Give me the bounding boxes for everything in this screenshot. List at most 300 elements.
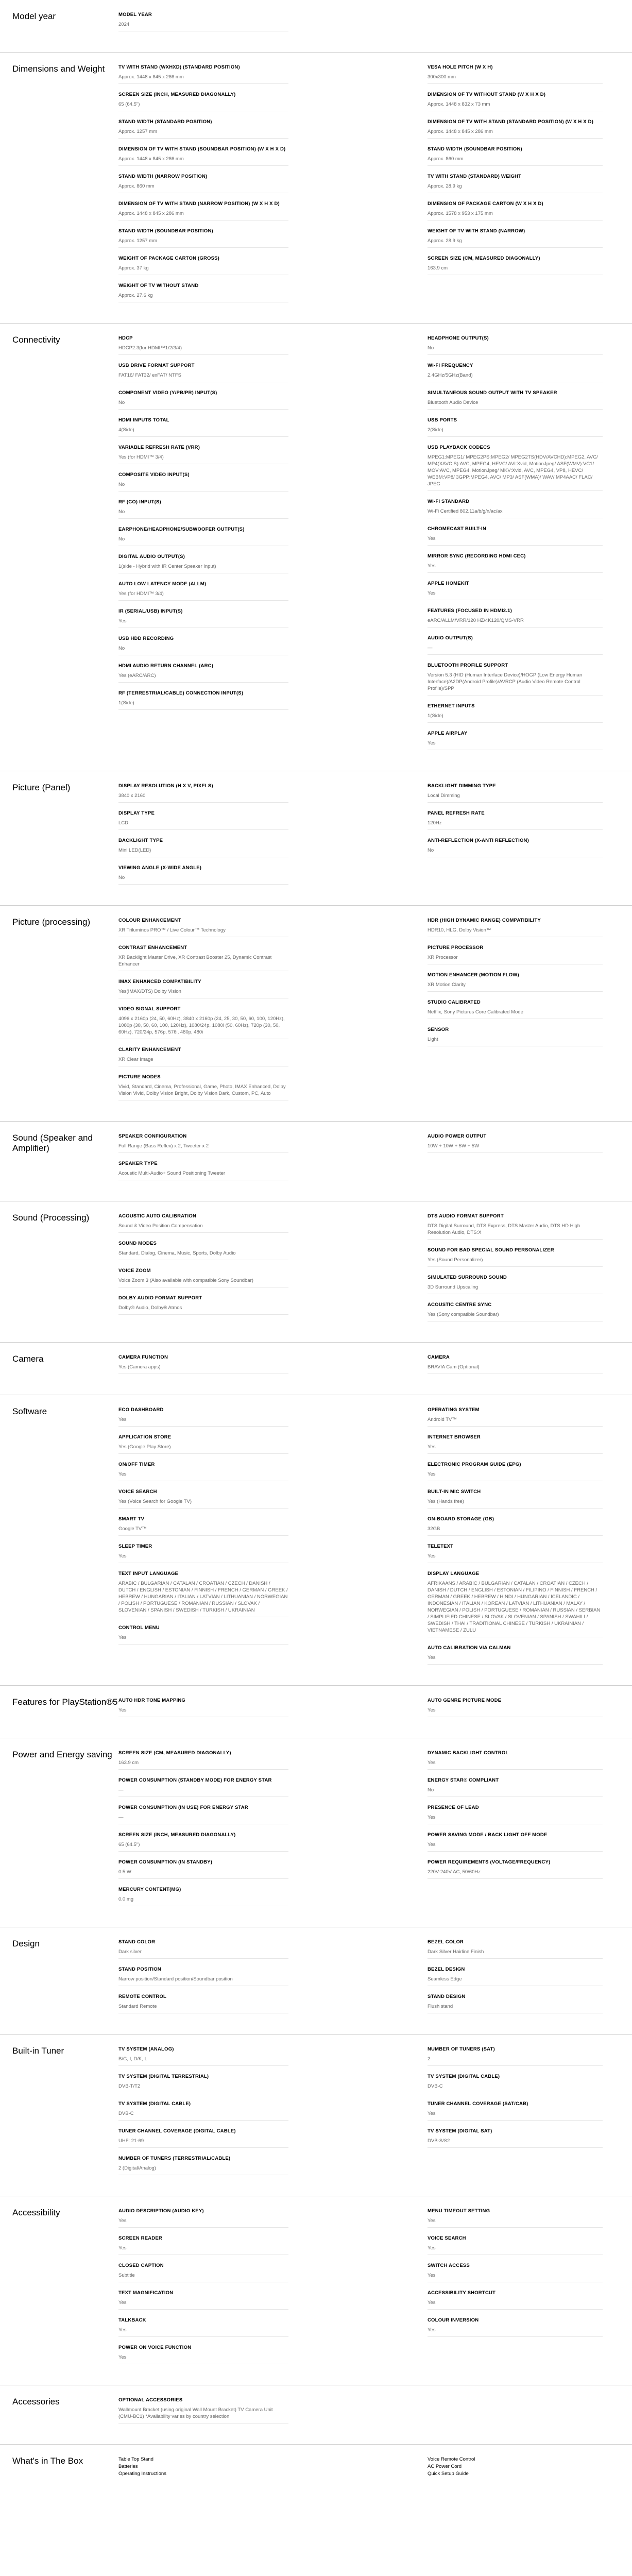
spec-label: VIEWING ANGLE (X-WIDE ANGLE) bbox=[118, 865, 202, 871]
spec-section bbox=[0, 1685, 632, 1738]
section-body bbox=[118, 2397, 632, 2431]
spec-label: MENU TIMEOUT SETTING bbox=[428, 2208, 490, 2214]
section-body bbox=[118, 64, 632, 310]
spec-value: Light bbox=[428, 1036, 603, 1046]
spec-value: No bbox=[428, 847, 603, 857]
spec-label: DIMENSION OF PACKAGE CARTON (W X H X D) bbox=[428, 201, 543, 207]
spec-value: 65 (64.5") bbox=[118, 1841, 288, 1852]
spec-value: 1(Side) bbox=[428, 713, 603, 723]
spec-value: No bbox=[118, 509, 288, 519]
spec-value: 3840 x 2160 bbox=[118, 792, 288, 803]
spec-column-right bbox=[428, 917, 623, 1108]
spec-label: TUNER CHANNEL COVERAGE (SAT/CAB) bbox=[428, 2101, 528, 2107]
spec-column-left bbox=[118, 1697, 309, 1724]
box-column bbox=[428, 2456, 623, 2478]
spec-item bbox=[118, 1777, 288, 1797]
spec-label: MERCURY CONTENT(MG) bbox=[118, 1887, 181, 1892]
spec-column-right bbox=[428, 1406, 623, 1672]
spec-item bbox=[428, 783, 603, 803]
spec-section bbox=[0, 1738, 632, 1927]
spec-item bbox=[428, 498, 603, 518]
spec-label: SWITCH ACCESS bbox=[428, 2263, 470, 2268]
spec-item bbox=[118, 1160, 288, 1180]
spec-item bbox=[118, 1434, 288, 1454]
spec-item bbox=[428, 972, 603, 992]
spec-item bbox=[118, 335, 288, 355]
spec-label: ELECTRONIC PROGRAM GUIDE (EPG) bbox=[428, 1462, 521, 1467]
spec-label: RF (CO) INPUT(S) bbox=[118, 499, 161, 505]
spec-item bbox=[118, 1993, 288, 2013]
spec-label: WEIGHT OF TV WITH STAND (NARROW) bbox=[428, 228, 525, 234]
spec-label: CAMERA bbox=[428, 1354, 450, 1360]
spec-section bbox=[0, 323, 632, 771]
spec-label: TEXT INPUT LANGUAGE bbox=[118, 1571, 179, 1577]
spec-item bbox=[428, 173, 603, 193]
spec-value: DVB-C bbox=[118, 2110, 288, 2121]
spec-label: ON/OFF TIMER bbox=[118, 1462, 155, 1467]
spec-value: No bbox=[118, 481, 288, 492]
spec-label: DTS AUDIO FORMAT SUPPORT bbox=[428, 1213, 504, 1219]
spec-item bbox=[118, 1267, 288, 1287]
spec-item bbox=[428, 2100, 603, 2121]
spec-value: UHF: 21-69 bbox=[118, 2138, 288, 2148]
spec-label: SCREEN SIZE (INCH, MEASURED DIAGONALLY) bbox=[118, 1832, 236, 1838]
spec-item bbox=[118, 2397, 288, 2424]
spec-label: AUTO GENRE PICTURE MODE bbox=[428, 1698, 502, 1703]
spec-value: Flush stand bbox=[428, 2003, 603, 2013]
spec-section bbox=[0, 2034, 632, 2196]
spec-label: BEZEL COLOR bbox=[428, 1939, 464, 1945]
spec-column-right bbox=[428, 335, 623, 757]
spec-label: COMPONENT VIDEO (Y/PB/PR) INPUT(S) bbox=[118, 390, 217, 396]
spec-value: 4(Side) bbox=[118, 427, 288, 437]
spec-value: Yes bbox=[428, 2217, 603, 2228]
box-item: Quick Setup Guide bbox=[428, 2471, 469, 2477]
spec-value: Yes bbox=[428, 535, 603, 546]
spec-item bbox=[118, 1074, 288, 1100]
spec-item bbox=[428, 200, 603, 221]
spec-column-right bbox=[428, 783, 623, 892]
spec-value: Yes bbox=[428, 1814, 603, 1824]
spec-label: SOUND FOR BAD SPECIAL SOUND PERSONALIZER bbox=[428, 1247, 554, 1253]
spec-item bbox=[118, 783, 288, 803]
spec-value: Wi-Fi Certified 802.11a/b/g/n/ac/ax bbox=[428, 508, 603, 518]
spec-value: Yes bbox=[118, 1416, 288, 1427]
spec-label: TV WITH STAND (WXHXD) (STANDARD POSITION) bbox=[118, 64, 240, 70]
spec-value: 2.4GHz/5GHz(Band) bbox=[428, 372, 603, 382]
spec-value: 4096 x 2160p (24, 50, 60Hz), 3840 x 2160p (24, 25, 30, 50, 60, 100, 120Hz), 1080p (30, 50, 60, 100, 120Hz), 1080/24p, 1080i (50, 60Hz), 720p (30, 50, 60Hz), 720/24p, 576p, 576i, 480p, 480i bbox=[118, 1015, 288, 1039]
spec-label: REMOTE CONTROL bbox=[118, 1994, 167, 1999]
spec-value: Approx. 1448 x 832 x 73 mm bbox=[428, 101, 603, 111]
spec-item bbox=[428, 1804, 603, 1824]
spec-label: VIDEO SIGNAL SUPPORT bbox=[118, 1006, 181, 1012]
spec-label: DIMENSION OF TV WITHOUT STAND (W X H X D) bbox=[428, 92, 546, 97]
spec-value: 2 bbox=[428, 2056, 603, 2066]
spec-item bbox=[428, 1133, 603, 1153]
spec-column-right bbox=[428, 11, 623, 39]
spec-value: Yes (Google Play Store) bbox=[118, 1444, 288, 1454]
spec-item bbox=[428, 1645, 603, 1665]
spec-label: RF (TERRESTRIAL/CABLE) CONNECTION INPUT(S) bbox=[118, 690, 244, 696]
spec-column-left bbox=[118, 783, 309, 892]
spec-label: CONTROL MENU bbox=[118, 1625, 160, 1631]
spec-label: CHROMECAST BUILT-IN bbox=[428, 526, 486, 532]
spec-item bbox=[118, 389, 288, 410]
spec-label: STAND DESIGN bbox=[428, 1994, 466, 1999]
section-body bbox=[118, 1697, 632, 1724]
spec-value: Dolby® Audio, Dolby® Atmos bbox=[118, 1304, 288, 1315]
spec-label: VESA HOLE PITCH (W X H) bbox=[428, 64, 493, 70]
spec-item bbox=[118, 228, 288, 248]
spec-column-left bbox=[118, 1939, 309, 2021]
spec-label: DIGITAL AUDIO OUTPUT(S) bbox=[118, 554, 185, 560]
spec-item bbox=[428, 1516, 603, 1536]
spec-value: HDCP2.3(for HDMI™1/2/3/4) bbox=[118, 345, 288, 355]
spec-value: Yes bbox=[428, 1841, 603, 1852]
spec-label: TV WITH STAND (STANDARD) WEIGHT bbox=[428, 174, 522, 179]
spec-item bbox=[118, 11, 288, 31]
section-title: Dimensions and Weight bbox=[12, 64, 105, 74]
spec-item bbox=[118, 91, 288, 111]
spec-column-right bbox=[428, 2397, 623, 2431]
spec-value: Approx. 860 mm bbox=[118, 183, 288, 193]
section-title: Connectivity bbox=[12, 335, 60, 345]
spec-item bbox=[118, 200, 288, 221]
spec-item bbox=[118, 690, 288, 710]
spec-column-right bbox=[428, 1750, 623, 1913]
spec-item bbox=[428, 91, 603, 111]
spec-label: SIMULTANEOUS SOUND OUTPUT WITH TV SPEAKER bbox=[428, 390, 557, 396]
spec-label: HDMI AUDIO RETURN CHANNEL (ARC) bbox=[118, 663, 214, 669]
spec-label: POWER ON VOICE FUNCTION bbox=[118, 2345, 192, 2350]
spec-value: Full Range (Bass Reflex) x 2, Tweeter x 2 bbox=[118, 1143, 288, 1153]
spec-section bbox=[0, 2196, 632, 2385]
spec-label: AUTO HDR TONE MAPPING bbox=[118, 1698, 185, 1703]
spec-value: Narrow position/Standard position/Soundbar position bbox=[118, 1976, 288, 1986]
spec-value: — bbox=[118, 1814, 288, 1824]
spec-label: PICTURE PROCESSOR bbox=[428, 945, 484, 951]
spec-item bbox=[428, 362, 603, 382]
spec-value: Approx. 1257 mm bbox=[118, 238, 288, 248]
spec-label: AUTO LOW LATENCY MODE (ALLM) bbox=[118, 581, 207, 587]
spec-item bbox=[428, 2046, 603, 2066]
spec-item bbox=[428, 1993, 603, 2013]
spec-label: OPTIONAL ACCESSORIES bbox=[118, 2397, 183, 2403]
spec-label: STAND WIDTH (SOUNDBAR POSITION) bbox=[118, 228, 213, 234]
spec-label: POWER CONSUMPTION (IN USE) FOR ENERGY STAR bbox=[118, 1805, 248, 1810]
spec-item bbox=[428, 2235, 603, 2255]
spec-item bbox=[118, 978, 288, 998]
spec-item bbox=[118, 810, 288, 830]
spec-label: WI-FI FREQUENCY bbox=[428, 363, 473, 368]
spec-value: 0.5 W bbox=[118, 1869, 288, 1879]
spec-value: Approx. 28.9 kg bbox=[428, 183, 603, 193]
spec-label: TELETEXT bbox=[428, 1544, 454, 1549]
spec-value: Yes bbox=[428, 1553, 603, 1563]
spec-label: VARIABLE REFRESH RATE (VRR) bbox=[118, 445, 200, 450]
spec-label: DYNAMIC BACKLIGHT CONTROL bbox=[428, 1750, 509, 1756]
spec-value: Yes bbox=[118, 1471, 288, 1481]
section-body bbox=[118, 2456, 632, 2478]
spec-item bbox=[118, 471, 288, 492]
spec-item bbox=[428, 389, 603, 410]
spec-value: DVB-S/S2 bbox=[428, 2138, 603, 2148]
spec-label: HEADPHONE OUTPUT(S) bbox=[428, 335, 489, 341]
spec-value: 10W + 10W + 5W + 5W bbox=[428, 1143, 603, 1153]
spec-value: Standard, Dialog, Cinema, Music, Sports, Dolby Audio bbox=[118, 1250, 288, 1260]
spec-value: No bbox=[118, 399, 288, 410]
spec-label: COMPOSITE VIDEO INPUT(S) bbox=[118, 472, 190, 478]
spec-label: MODEL YEAR bbox=[118, 12, 152, 18]
spec-label: ON-BOARD STORAGE (GB) bbox=[428, 1516, 494, 1522]
spec-item bbox=[118, 1570, 288, 1617]
spec-column-left bbox=[118, 2208, 309, 2371]
spec-item bbox=[428, 1543, 603, 1563]
spec-label: POWER REQUIREMENTS (VOLTAGE/FREQUENCY) bbox=[428, 1859, 551, 1865]
spec-value: Yes bbox=[118, 1707, 288, 1717]
section-title: Software bbox=[12, 1406, 47, 1416]
section-title: Camera bbox=[12, 1354, 44, 1364]
spec-item bbox=[428, 2128, 603, 2148]
spec-item bbox=[118, 1461, 288, 1481]
spec-value: — bbox=[118, 1787, 288, 1797]
spec-item bbox=[118, 2128, 288, 2148]
spec-value: DTS Digital Surround, DTS Express, DTS Master Audio, DTS HD High Resolution Audio, DTS:X bbox=[428, 1223, 603, 1240]
spec-item bbox=[428, 118, 603, 139]
spec-column-left bbox=[118, 1406, 309, 1672]
spec-item bbox=[118, 1886, 288, 1906]
spec-value: 163.9 cm bbox=[118, 1759, 288, 1770]
spec-value: Yes bbox=[118, 1553, 288, 1563]
spec-value: ARABIC / BULGARIAN / CATALAN / CROATIAN / CZECH / DANISH / DUTCH / ENGLISH / ESTONIAN / FINNISH / FRENCH / GERMAN / GREEK / HEBREW / HUNGARIAN / ITALIAN / LATVIAN / LITHUANIAN / NORWEGIAN / POLISH / PORTUGUESE / ROMANIAN / RUSSIAN / SLOVAK / SLOVENIAN / SPANISH / SWEDISH / TURKISH / UKRAINIAN bbox=[118, 1580, 288, 1617]
spec-item bbox=[428, 999, 603, 1019]
spec-value: DVB-T/T2 bbox=[118, 2083, 288, 2093]
box-section bbox=[0, 2444, 632, 2491]
spec-value: Yes (Voice Search for Google TV) bbox=[118, 1498, 288, 1509]
spec-item bbox=[118, 1046, 288, 1066]
spec-value: Yes (for HDMI™ 3/4) bbox=[118, 454, 288, 464]
spec-value: Yes bbox=[118, 2217, 288, 2228]
spec-label: AUDIO POWER OUTPUT bbox=[428, 1133, 487, 1139]
spec-value: XR Triluminos PRO™ / Live Colour™ Technology bbox=[118, 927, 288, 937]
spec-item bbox=[118, 1624, 288, 1645]
spec-column-right bbox=[428, 1697, 623, 1724]
spec-label: SLEEP TIMER bbox=[118, 1544, 152, 1549]
spec-item bbox=[118, 255, 288, 275]
spec-label: STAND WIDTH (NARROW POSITION) bbox=[118, 174, 208, 179]
spec-value: No bbox=[118, 536, 288, 546]
spec-value: Approx. 1448 x 845 x 286 mm bbox=[118, 210, 288, 221]
spec-value: Yes bbox=[428, 1759, 603, 1770]
spec-value: 2(Side) bbox=[428, 427, 603, 437]
spec-value: Local Dimming bbox=[428, 792, 603, 803]
spec-item bbox=[428, 417, 603, 437]
section-title: What's in The Box bbox=[12, 2456, 83, 2466]
spec-label: USB HDD RECORDING bbox=[118, 636, 174, 641]
spec-item bbox=[428, 1026, 603, 1046]
spec-column-left bbox=[118, 1354, 309, 1381]
spec-label: CONTRAST ENHANCEMENT bbox=[118, 945, 187, 951]
spec-value: Yes bbox=[428, 2245, 603, 2255]
spec-value: Acoustic Multi-Audio+ Sound Positioning Tweeter bbox=[118, 1170, 288, 1180]
spec-item bbox=[428, 607, 603, 628]
spec-label: PANEL REFRESH RATE bbox=[428, 810, 485, 816]
spec-label: TALKBACK bbox=[118, 2317, 146, 2323]
spec-item bbox=[428, 2208, 603, 2228]
spec-value: Vivid, Standard, Cinema, Professional, Game, Photo, IMAX Enhanced, Dolby Vision Vivid, Dolby Vision Bright, Dolby Vision Dark, Custom, PC, Auto bbox=[118, 1083, 288, 1100]
spec-value: Approx. 27.6 kg bbox=[118, 292, 288, 302]
spec-value: 1(Side) bbox=[118, 700, 288, 710]
section-body bbox=[118, 783, 632, 892]
spec-label: DISPLAY RESOLUTION (H X V, PIXELS) bbox=[118, 783, 213, 789]
spec-label: ACOUSTIC CENTRE SYNC bbox=[428, 1302, 492, 1308]
spec-label: TUNER CHANNEL COVERAGE (DIGITAL CABLE) bbox=[118, 2128, 236, 2134]
spec-label: TEXT MAGNIFICATION bbox=[118, 2290, 174, 2296]
section-title: Power and Energy saving bbox=[12, 1750, 112, 1759]
spec-label: AUDIO DESCRIPTION (AUDIO KEY) bbox=[118, 2208, 204, 2214]
spec-column-right bbox=[428, 2208, 623, 2371]
spec-label: USB PLAYBACK CODECS bbox=[428, 445, 490, 450]
spec-column-right bbox=[428, 1354, 623, 1381]
spec-item bbox=[428, 1406, 603, 1427]
spec-value: Yes (Sony compatible Soundbar) bbox=[428, 1311, 603, 1321]
spec-label: ACCESSIBILITY SHORTCUT bbox=[428, 2290, 496, 2296]
spec-label: VOICE SEARCH bbox=[118, 1489, 157, 1495]
spec-item bbox=[118, 1295, 288, 1315]
section-title: Built-in Tuner bbox=[12, 2046, 64, 2056]
spec-column-right bbox=[428, 1939, 623, 2021]
section-body bbox=[118, 917, 632, 1108]
spec-item bbox=[428, 1488, 603, 1509]
spec-value: Approx. 1578 x 953 x 175 mm bbox=[428, 210, 603, 221]
spec-label: IR (SERIAL/USB) INPUT(S) bbox=[118, 608, 183, 614]
spec-column-left bbox=[118, 64, 309, 310]
spec-value: 3D Surround Upscaling bbox=[428, 1284, 603, 1294]
spec-item bbox=[428, 1301, 603, 1321]
spec-value: 120Hz bbox=[428, 820, 603, 830]
spec-value: Voice Zoom 3 (Also available with compatible Sony Soundbar) bbox=[118, 1277, 288, 1287]
box-item: Batteries bbox=[118, 2464, 138, 2469]
spec-item bbox=[118, 2317, 288, 2337]
spec-item bbox=[118, 1006, 288, 1039]
spec-value: No bbox=[118, 874, 288, 885]
spec-item bbox=[118, 1354, 288, 1374]
spec-item bbox=[118, 118, 288, 139]
spec-item bbox=[118, 146, 288, 166]
spec-value: Seamless Edge bbox=[428, 1976, 603, 1986]
spec-value: Standard Remote bbox=[118, 2003, 288, 2013]
spec-value: Approx. 860 mm bbox=[428, 156, 603, 166]
spec-item bbox=[118, 1859, 288, 1879]
spec-section bbox=[0, 2385, 632, 2444]
spec-label: ENERGY STAR® COMPLIANT bbox=[428, 1777, 499, 1783]
spec-label: WEIGHT OF PACKAGE CARTON (GROSS) bbox=[118, 256, 220, 261]
spec-item bbox=[118, 553, 288, 573]
spec-item bbox=[428, 146, 603, 166]
spec-value: MPEG1:MPEG1/ MPEG2PS:MPEG2/ MPEG2TS(HDV/AVCHD):MPEG2, AVC/ MP4(XAVC S):AVC, MPEG4, HEVC/ AVI:Xvid, MotionJpeg/ ASF(WMV):VC1/ MOV:AVC, MPEG4, MotionJpeg/ MKV:Xvid, AVC, MPEG4, VP8, HEVC/ WEBM:VP8/ 3GPP:MPEG4, AVC/ MP3/ ASF(WMA)/ WAV/ MP4AAC/ FLAC/ JPEG bbox=[428, 454, 603, 491]
spec-value: DVB-C bbox=[428, 2083, 603, 2093]
spec-label: APPLE AIRPLAY bbox=[428, 731, 468, 736]
spec-item bbox=[118, 917, 288, 937]
spec-item bbox=[118, 64, 288, 84]
spec-item bbox=[118, 2290, 288, 2310]
spec-item bbox=[428, 1832, 603, 1852]
spec-label: EARPHONE/HEADPHONE/SUBWOOFER OUTPUT(S) bbox=[118, 527, 245, 532]
section-body bbox=[118, 1939, 632, 2021]
spec-value: Yes bbox=[428, 1471, 603, 1481]
spec-item bbox=[428, 335, 603, 355]
spec-section bbox=[0, 1342, 632, 1395]
box-column bbox=[118, 2456, 309, 2478]
spec-label: APPLICATION STORE bbox=[118, 1434, 172, 1440]
spec-label: ACOUSTIC AUTO CALIBRATION bbox=[118, 1213, 197, 1219]
box-item: Voice Remote Control bbox=[428, 2456, 475, 2462]
spec-item bbox=[118, 1966, 288, 1986]
spec-label: STAND WIDTH (STANDARD POSITION) bbox=[118, 119, 212, 125]
spec-label: WEIGHT OF TV WITHOUT STAND bbox=[118, 283, 199, 289]
spec-value: Yes bbox=[118, 1634, 288, 1645]
spec-value: Sound & Video Position Compensation bbox=[118, 1223, 288, 1233]
spec-column-left bbox=[118, 1750, 309, 1913]
section-body bbox=[118, 1133, 632, 1188]
spec-label: DIMENSION OF TV WITH STAND (STANDARD POSITION) (W X H X D) bbox=[428, 119, 594, 125]
spec-label: TV SYSTEM (ANALOG) bbox=[118, 2046, 174, 2052]
spec-label: POWER CONSUMPTION (IN STANDBY) bbox=[118, 1859, 213, 1865]
spec-label: COLOUR ENHANCEMENT bbox=[118, 918, 181, 923]
section-title: Design bbox=[12, 1939, 40, 1948]
spec-value: Dark silver bbox=[118, 1948, 288, 1959]
spec-column-left bbox=[118, 1213, 309, 1329]
box-item: AC Power Cord bbox=[428, 2464, 462, 2469]
section-title: Accessories bbox=[12, 2397, 60, 2406]
spec-label: SPEAKER TYPE bbox=[118, 1161, 158, 1166]
spec-item bbox=[118, 2100, 288, 2121]
spec-item bbox=[118, 2155, 288, 2175]
spec-column-left bbox=[118, 11, 309, 39]
spec-item bbox=[428, 944, 603, 964]
section-title: Sound (Processing) bbox=[12, 1213, 90, 1223]
spec-item bbox=[118, 282, 288, 302]
spec-column-left bbox=[118, 917, 309, 1108]
spec-value: Yes(IMAX/DTS) Dolby Vision bbox=[118, 988, 288, 998]
spec-item bbox=[118, 1543, 288, 1563]
spec-label: APPLE HOMEKIT bbox=[428, 581, 469, 586]
spec-label: VOICE ZOOM bbox=[118, 1268, 151, 1274]
spec-item bbox=[428, 837, 603, 857]
spec-item bbox=[118, 1406, 288, 1427]
spec-item bbox=[118, 2344, 288, 2364]
spec-label: USB PORTS bbox=[428, 417, 457, 423]
spec-item bbox=[118, 499, 288, 519]
spec-value: LCD bbox=[118, 820, 288, 830]
spec-value: Yes bbox=[118, 2354, 288, 2364]
spec-value: Yes bbox=[428, 1654, 603, 1665]
spec-section bbox=[0, 771, 632, 905]
spec-label: ECO DASHBOARD bbox=[118, 1407, 164, 1413]
spec-label: SCREEN READER bbox=[118, 2235, 162, 2241]
spec-section bbox=[0, 52, 632, 323]
spec-label: STAND WIDTH (SOUNDBAR POSITION) bbox=[428, 146, 522, 152]
spec-label: STUDIO CALIBRATED bbox=[428, 999, 481, 1005]
spec-value: 32GB bbox=[428, 1526, 603, 1536]
spec-column-right bbox=[428, 64, 623, 310]
spec-label: SCREEN SIZE (CM, MEASURED DIAGONALLY) bbox=[428, 256, 540, 261]
spec-label: DOLBY AUDIO FORMAT SUPPORT bbox=[118, 1295, 202, 1301]
spec-column-left bbox=[118, 1133, 309, 1188]
spec-label: STAND POSITION bbox=[118, 1967, 161, 1972]
spec-label: SMART TV bbox=[118, 1516, 145, 1522]
spec-section bbox=[0, 1121, 632, 1201]
